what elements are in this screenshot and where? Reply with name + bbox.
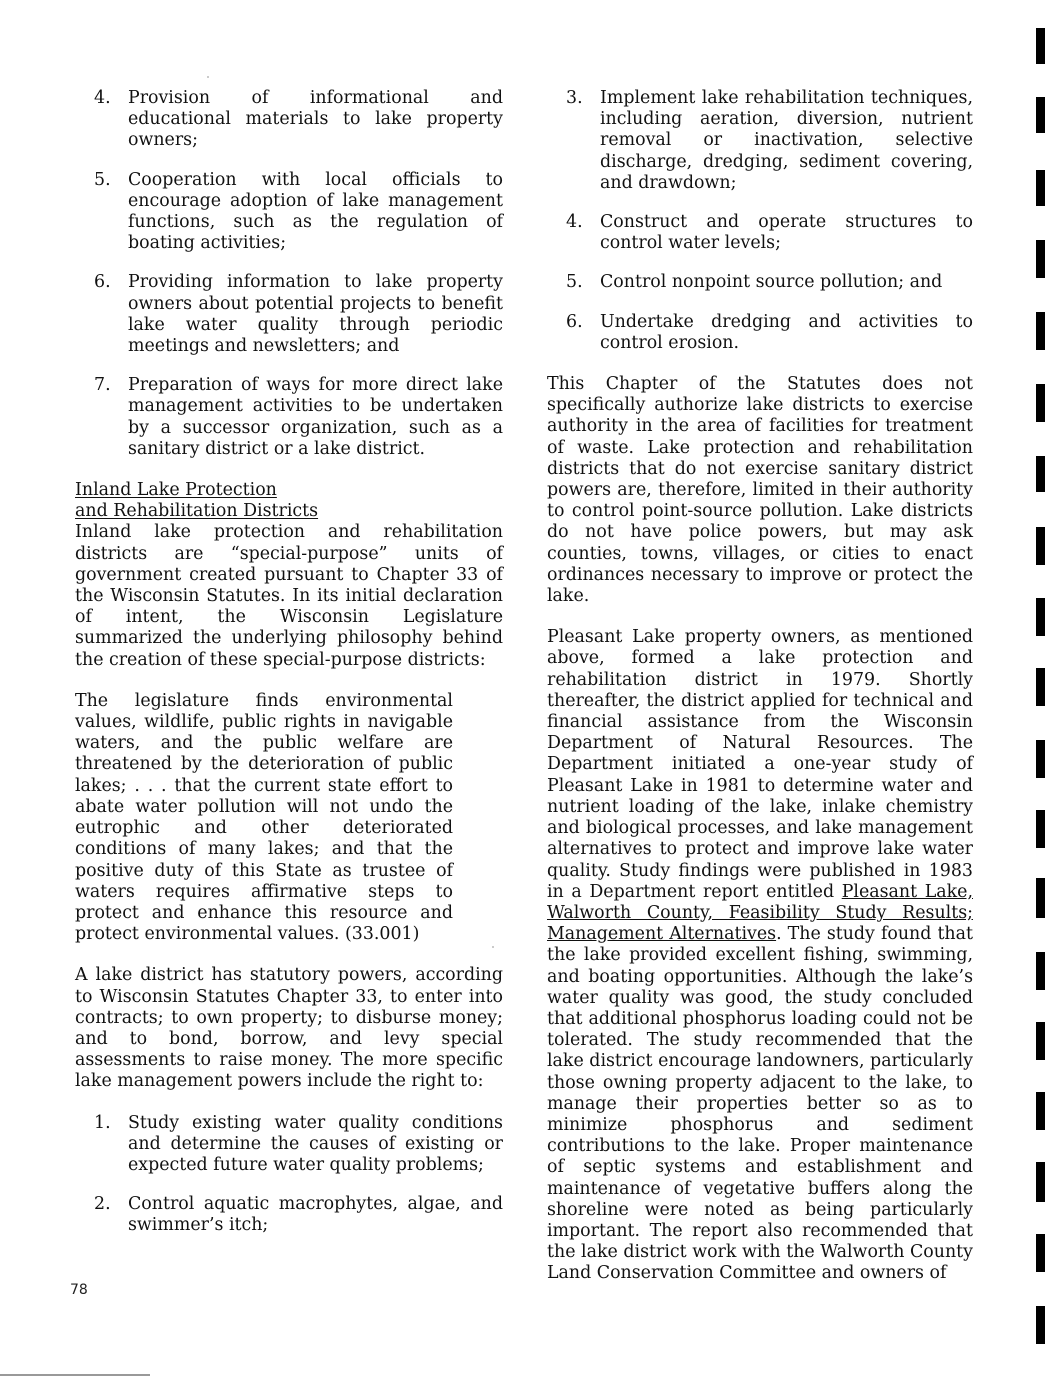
list-number: 3. xyxy=(566,88,583,108)
list-number: 5. xyxy=(94,169,111,190)
scan-mark xyxy=(1036,668,1045,706)
list-text: Control nonpoint source pollution; and xyxy=(600,272,943,293)
scan-mark xyxy=(1036,170,1045,206)
list-text: Construct and operate structures to control water levels; xyxy=(600,212,973,254)
scan-speck xyxy=(492,946,494,948)
list-text: Control aquatic macrophytes, algae, and swimmer’s itch; xyxy=(128,1194,503,1236)
scan-mark xyxy=(1036,952,1045,990)
section-heading xyxy=(75,480,503,522)
paragraph-text-start: Pleasant Lake property owners, as mentioned above, formed a lake protection and rehabilitation district in 1979. Shortly thereafter, the district applied for technical and financial assistance from the Wisconsin Department of Natural Resources. The Department initiated a one-year study of Pleasant Lake in 1981 to determine water and nutrient loading of the lake, inlake chemistry and biological processes, and lake management alternatives to protect and improve lake water quality. Study findings were published in 1983 in a Department report entitled xyxy=(547,627,973,902)
list-item xyxy=(547,272,973,293)
paragraph-statutory-powers: A lake district has statutory powers, according to Wisconsin Statutes Chapter 33, to enter into contracts; to own property; to disburse money; and to bond, borrow, and levy special assessments to raise money. The more specific lake management powers include the right to: xyxy=(75,965,503,1092)
list-item xyxy=(75,1113,503,1177)
scan-mark xyxy=(1036,598,1045,636)
list-text: Provision of informational and educational materials to lake property owners; xyxy=(128,88,503,151)
list-item xyxy=(75,170,503,255)
list-item xyxy=(547,312,973,354)
list-number: 2. xyxy=(94,1194,111,1215)
list-number: 1. xyxy=(94,1112,111,1133)
list-item xyxy=(547,212,973,254)
scan-mark xyxy=(1036,1092,1045,1130)
scan-mark xyxy=(1036,1234,1045,1272)
list-item xyxy=(75,88,503,152)
scan-mark xyxy=(1036,97,1045,133)
list-item xyxy=(547,88,973,194)
list-item xyxy=(75,1194,503,1236)
section-heading-line1: Inland Lake Protection xyxy=(75,480,277,501)
page-number: 78 xyxy=(70,1282,88,1298)
scan-mark xyxy=(1036,312,1045,350)
paragraph-pleasant-lake xyxy=(547,627,973,1284)
right-column xyxy=(547,88,973,1285)
list-number: 7. xyxy=(94,375,111,396)
list-text: Study existing water quality conditions and determine the causes of existing or expected future water quality problems; xyxy=(128,1112,503,1175)
scan-mark xyxy=(1036,740,1045,778)
scan-speck xyxy=(207,76,209,78)
left-column xyxy=(75,88,503,1237)
list-text: Undertake dredging and activities to control erosion. xyxy=(600,311,973,353)
list-number: 4. xyxy=(94,88,111,108)
list-item xyxy=(75,375,503,460)
scan-mark xyxy=(1036,1162,1045,1202)
list-number: 5. xyxy=(566,272,583,293)
scan-mark xyxy=(1036,1306,1045,1344)
bottom-edge-line xyxy=(0,1374,150,1376)
scan-mark xyxy=(1036,240,1045,278)
list-number: 6. xyxy=(94,272,111,293)
paragraph-text-end: . The study found that the lake provided excellent fishing, swimming, and boating opportunities. Although the lake’s water quality was good, the study concluded that additional phosphorus loading could not be tolerated. The study recommended that the lake district encourage landowners, particularly those owning property adjacent to the lake, to manage their properties better so as to minimize phosphorus and sediment contributions to the lake. Proper maintenance of septic systems and establishment and maintenance of vegetative buffers along the shoreline were noted as being particularly important. The report also recommended that the lake district work with the Walworth County Land Conservation Committee and owners of xyxy=(547,924,973,1284)
paragraph-statute-limits: This Chapter of the Statutes does not specifically authorize lake districts to exercise authority in the area of facilities for treatment of waste. Lake protection and rehabilitation districts that do not exercise sanitary district powers are, therefore, limited in their authority to control point-source pollution. Lake districts do not have police powers, but may ask counties, towns, villages, or cities to enact ordinances necessary to improve or protect the lake. xyxy=(547,374,973,607)
list-text: Implement lake rehabilitation techniques, including aeration, diversion, nutrient removal or inactivation, selective discharge, dredging, sediment covering, and drawdown; xyxy=(600,88,973,193)
list-item xyxy=(75,272,503,357)
report-title: Pleasant Lake, Walworth County, Feasibility Study Results; Management Alternatives xyxy=(547,881,973,945)
scan-mark xyxy=(1036,456,1045,492)
paragraph-lake-districts: Inland lake protection and rehabilitation districts are “special-purpose” units of government created pursuant to Chapter 33 of the Wisconsin Statutes. In its initial declaration of intent, the Wisconsin Legislature summarized the underlying philosophy behind the creation of these special-purpose districts: xyxy=(75,522,503,670)
scan-mark xyxy=(1036,384,1045,422)
scan-mark xyxy=(1036,28,1045,64)
scan-mark xyxy=(1036,527,1045,565)
scan-mark xyxy=(1036,878,1045,918)
scan-mark xyxy=(1036,1022,1045,1060)
section-heading-line2: and Rehabilitation Districts xyxy=(75,501,319,522)
list-text: Cooperation with local officials to encourage adoption of lake management functions, such as the regulation of boating activities; xyxy=(128,169,503,254)
list-text: Providing information to lake property owners about potential projects to benefit lake water quality through periodic meetings and newsletters; and xyxy=(128,272,503,357)
list-number: 6. xyxy=(566,311,583,332)
scan-mark xyxy=(1036,810,1045,848)
block-quote: The legislature finds environmental values, wildlife, public rights in navigable waters, and the public welfare are threatened by the deterioration of public lakes; . . . that the current state effort to abate water pollution will not undo the eutrophic and other deteriorated conditions of many lakes; and that the positive duty of this State as trustee of waters requires affirmative steps to protect and enhance this resource and protect environmental values. (33.001) xyxy=(75,690,453,945)
list-text: Preparation of ways for more direct lake management activities to be undertaken by a successor organization, such as a sanitary district or a lake district. xyxy=(128,375,503,459)
list-number: 4. xyxy=(566,212,583,233)
